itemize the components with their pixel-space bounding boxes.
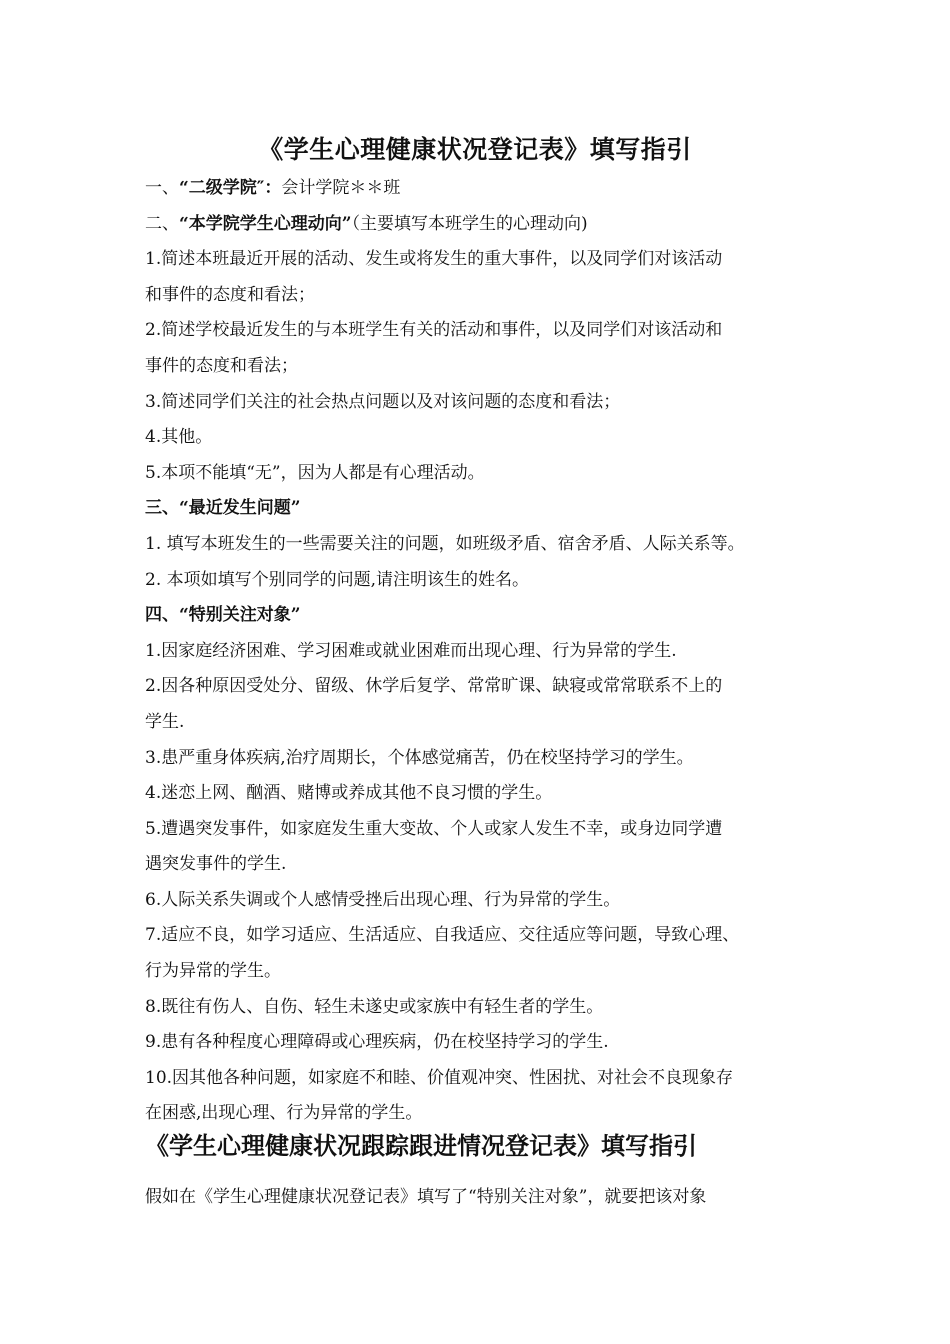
section-2-prefix: 二、 [145, 213, 179, 234]
section-3-heading-line [145, 491, 835, 527]
section-3-heading: 三、“最近发生问题” [145, 498, 301, 519]
section-2-item: 3.简述同学们关注的社会热点问题以及对该问题的态度和看法； [145, 391, 621, 412]
section-4-item: 1.因家庭经济困难、学习困难或就业困难而出现心理、行为异常的学生. [145, 640, 677, 661]
section-2-item: 5.本项不能填“无”，因为人都是有心理活动。 [145, 462, 485, 483]
intro-paragraph: 假如在《学生心理健康状况登记表》填写了“特别关注对象”，就要把该对象 [145, 1187, 707, 1207]
section-1-line [145, 171, 835, 207]
section-4-item: 8.既往有伤人、自伤、轻生未遂史或家族中有轻生者的学生。 [145, 996, 604, 1017]
section-4-item: 4.迷恋上网、酗酒、赌博或养成其他不良习惯的学生。 [145, 783, 553, 804]
section-2-note: （主要填写本班学生的心理动向) [351, 213, 588, 234]
section-1-prefix: 一、 [145, 178, 179, 198]
section-2-item: 1.简述本班最近开展的活动、发生或将发生的重大事件，以及同学们对该活动 [145, 249, 723, 270]
section-4-item: 行为异常的学生。 [145, 961, 281, 982]
section-4-item: 9.患有各种程度心理障碍或心理疾病，仍在校坚持学习的学生. [145, 1032, 609, 1053]
section-4-item: 7.适应不良，如学习适应、生活适应、自我适应、交往适应等问题，导致心理、 [145, 925, 740, 946]
section-2-item: 2.简述学校最近发生的与本班学生有关的活动和事件，以及同学们对该活动和 [145, 320, 723, 341]
section-4-item: 6.人际关系失调或个人感情受挫后出现心理、行为异常的学生。 [145, 889, 621, 910]
section-2-heading: “本学院学生心理动向” [179, 213, 352, 234]
section-4-item: 10.因其他各种问题，如家庭不和睦、价值观冲突、性困扰、对社会不良现象存 [145, 1067, 734, 1088]
section-4-heading-line [145, 598, 835, 634]
document-title: 《学生心理健康状况登记表》填写指引 [258, 135, 692, 164]
section-3-item: 2. 本项如填写个别同学的问题,请注明该生的姓名。 [145, 569, 530, 590]
section-4-item: 3.患严重身体疾病,治疗周期长，个体感觉痛苦，仍在校坚持学习的学生。 [145, 747, 694, 768]
section-2-item: 4.其他。 [145, 427, 213, 448]
section-1-heading: “二级学院″： [179, 178, 282, 198]
section-4-item: 2.因各种原因受处分、留级、休学后复学、常常旷课、缺寝或常常联系不上的 [145, 676, 723, 697]
section-2-item: 事件的态度和看法； [145, 355, 298, 376]
section-2-item: 和事件的态度和看法； [145, 284, 315, 305]
section-2-heading-line [145, 207, 835, 243]
document-body [145, 171, 835, 1132]
section-1-text: 会计学院＊＊班 [281, 178, 401, 198]
section-4-item: 5.遭遇突发事件，如家庭发生重大变故、个人或家人发生不幸，或身边同学遭 [145, 818, 723, 839]
section-3-item: 1. 填写本班发生的一些需要关注的问题，如班级矛盾、宿舍矛盾、人际关系等。 [145, 533, 745, 554]
section-4-item: 在困惑,出现心理、行为异常的学生。 [145, 1103, 423, 1124]
second-document-title: 《学生心理健康状况跟踪跟进情况登记表》填写指引 [145, 1131, 697, 1160]
section-4-heading: 四、“特别关注对象” [145, 605, 301, 626]
section-4-item: 遇突发事件的学生. [145, 854, 287, 875]
section-4-item: 学生. [145, 711, 185, 732]
